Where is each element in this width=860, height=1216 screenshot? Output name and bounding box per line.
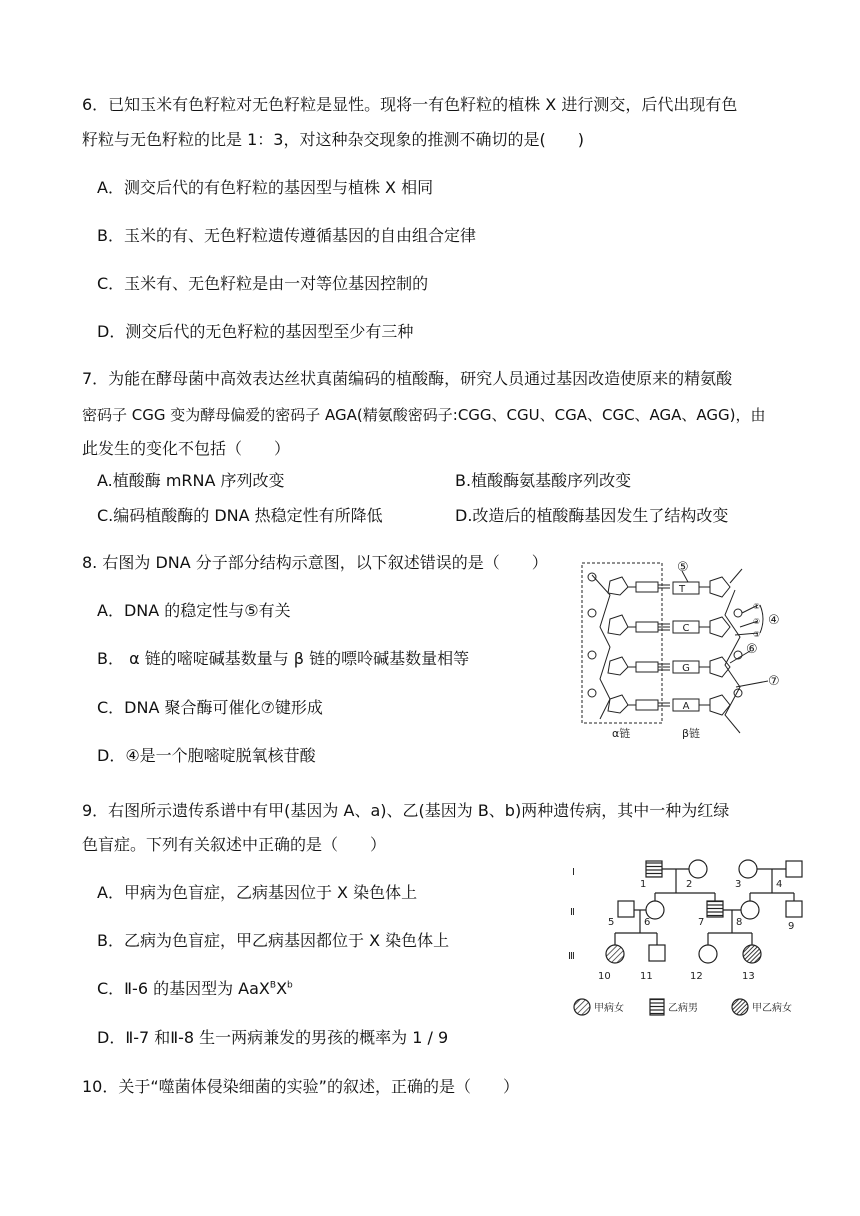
generation-3-label: Ⅲ <box>568 951 575 962</box>
generation-2-label: Ⅱ <box>570 907 575 918</box>
base-3-label: G <box>682 663 690 674</box>
label-sub-1: ① <box>753 602 761 611</box>
q9-option-d: D．Ⅱ-7 和Ⅱ-8 生一两病兼发的男孩的概率为 1 / 9 <box>97 1028 449 1047</box>
individual-9-label: 9 <box>788 921 795 932</box>
legend-disease-b-male: 乙病男 <box>668 1003 698 1014</box>
q9-stem-line2: 色盲症。下列有关叙述中正确的是（ ） <box>82 835 387 854</box>
q6-option-d: D．测交后代的无色籽粒的基因型至少有三种 <box>97 322 414 341</box>
q9-stem-line1: 9．右图所示遗传系谱中有甲(基因为 A、a)、乙(基因为 B、b)两种遗传病，其中一种为红绿 <box>82 801 730 820</box>
q8-option-b: B． α 链的嘧啶碱基数量与 β 链的嘌呤碱基数量相等 <box>97 649 470 668</box>
label-6: ⑥ <box>746 642 758 657</box>
q7-option-c: C.编码植酸酶的 DNA 热稳定性有所降低 <box>97 506 383 525</box>
label-5: ⑤ <box>677 560 689 575</box>
label-4: ④ <box>768 613 780 628</box>
q6-stem-line2: 籽粒与无色籽粒的比是 1：3，对这种杂交现象的推测不确切的是( ) <box>82 130 584 149</box>
individual-4-label: 4 <box>776 879 783 890</box>
label-7: ⑦ <box>768 674 780 689</box>
pedigree-figure <box>560 855 820 1025</box>
q8-option-c: C．DNA 聚合酶可催化⑦键形成 <box>97 698 323 717</box>
q7-option-a: A.植酸酶 mRNA 序列改变 <box>97 471 285 490</box>
individual-2-label: 2 <box>686 879 693 890</box>
individual-12-label: 12 <box>690 971 703 982</box>
individual-3-label: 3 <box>735 879 742 890</box>
q7-stem-line1: 7．为能在酵母菌中高效表达丝状真菌编码的植酸酶，研究人员通过基因改造使原来的精氨酸 <box>82 369 733 388</box>
q6-stem-line1: 6．已知玉米有色籽粒对无色籽粒是显性。现将一有色籽粒的植株 X 进行测交，后代出现有色 <box>82 95 738 114</box>
q7-stem-line3: 此发生的变化不包括（ ） <box>82 439 291 458</box>
q6-option-a: A．测交后代的有色籽粒的基因型与植株 X 相同 <box>97 178 434 197</box>
alpha-chain-label: α链 <box>612 727 631 740</box>
q9-option-c: C．Ⅱ-6 的基因型为 $AaX^BX^b$ <box>97 979 293 998</box>
base-4-label: A <box>682 701 690 712</box>
q7-option-d: D.改造后的植酸酶基因发生了结构改变 <box>455 506 729 525</box>
q8-option-d: D．④是一个胞嘧啶脱氧核苷酸 <box>97 746 316 765</box>
q8-stem: 8. 右图为 DNA 分子部分结构示意图，以下叙述错误的是（ ） <box>82 553 548 572</box>
individual-8-label: 8 <box>736 917 743 928</box>
q8-option-a: A．DNA 的稳定性与⑤有关 <box>97 601 291 620</box>
q7-option-b: B.植酸酶氨基酸序列改变 <box>455 471 632 490</box>
individual-10-label: 10 <box>598 971 611 982</box>
q7-stem-line2: 密码子 CGG 变为酵母偏爱的密码子 AGA(精氨酸密码子:CGG、CGU、CGA、CGC、AGA、AGG)，由 <box>82 406 766 424</box>
individual-13-label: 13 <box>742 971 755 982</box>
beta-chain-label: β链 <box>682 727 701 740</box>
legend-disease-a-female: 甲病女 <box>594 1003 624 1014</box>
individual-7-label: 7 <box>698 917 705 928</box>
label-sub-3: ③ <box>753 630 761 639</box>
individual-6-label: 6 <box>644 917 651 928</box>
q6-option-b: B．玉米的有、无色籽粒遗传遵循基因的自由组合定律 <box>97 226 476 245</box>
base-2-label: C <box>682 623 690 634</box>
q9-option-b: B．乙病为色盲症，甲乙病基因都位于 X 染色体上 <box>97 931 450 950</box>
individual-5-label: 5 <box>608 917 615 928</box>
base-1-label: T <box>678 584 686 595</box>
label-sub-2: ② <box>753 617 761 626</box>
q6-option-c: C．玉米有、无色籽粒是由一对等位基因控制的 <box>97 274 429 293</box>
q10-stem: 10．关于“噬菌体侵染细菌的实验”的叙述，正确的是（ ） <box>82 1077 519 1096</box>
generation-1-label: I <box>572 867 575 878</box>
q9-option-a: A．甲病为色盲症，乙病基因位于 X 染色体上 <box>97 883 418 902</box>
legend-disease-ab-female: 甲乙病女 <box>752 1003 792 1014</box>
individual-1-label: 1 <box>640 879 647 890</box>
individual-11-label: 11 <box>640 971 653 982</box>
dna-structure-figure <box>570 555 810 745</box>
